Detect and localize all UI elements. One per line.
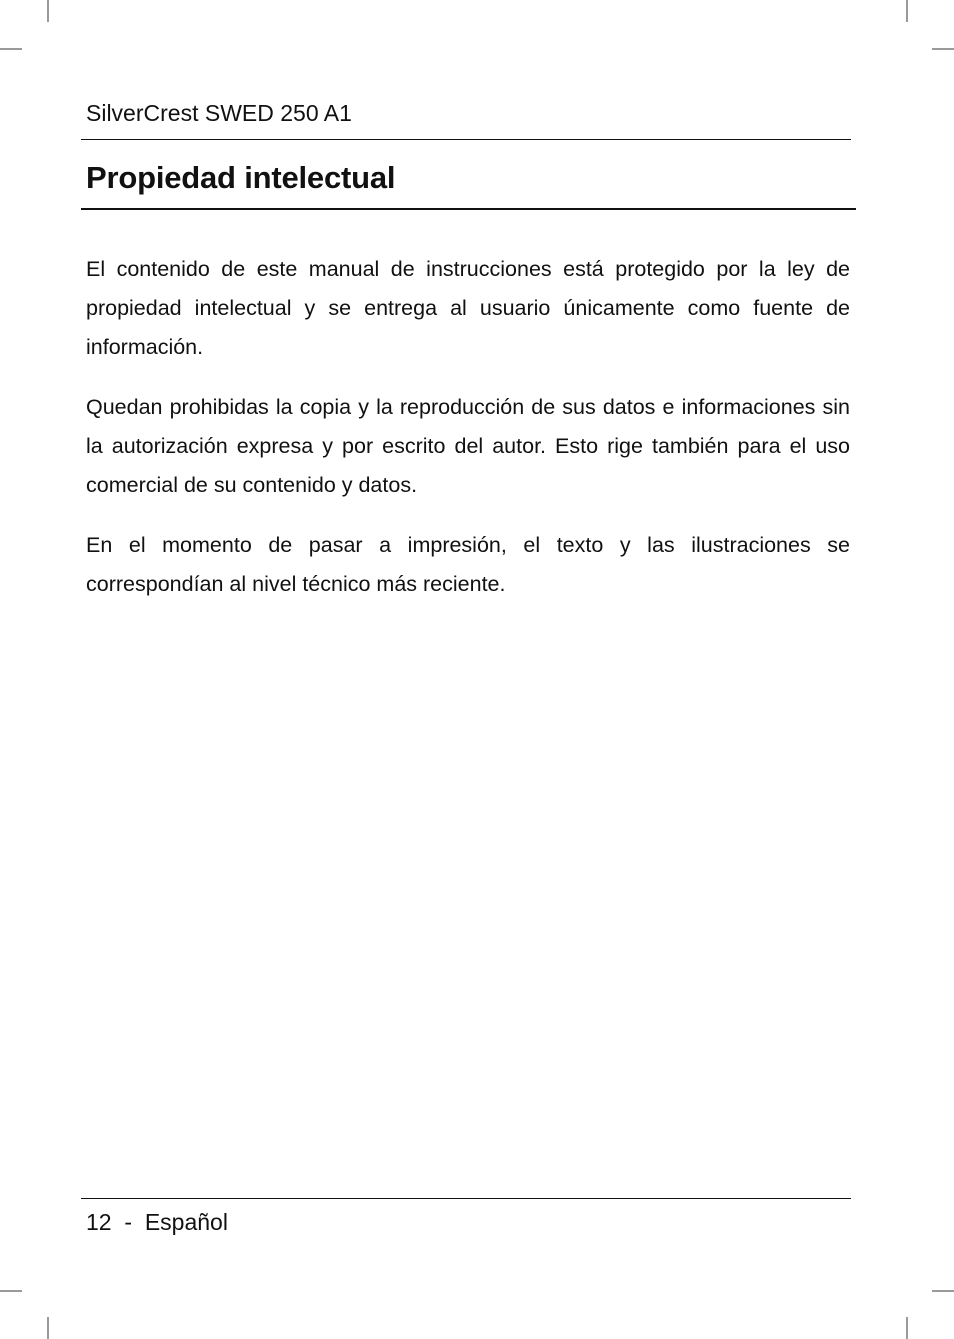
page-number: 12 — [86, 1209, 112, 1235]
paragraph-technical-state: En el momento de pasar a impresión, el texto y las ilustraciones se correspondían al nivel técnico más reciente. — [86, 533, 850, 596]
crop-mark-top-left — [47, 0, 49, 22]
title-rule — [81, 208, 856, 210]
crop-mark-top-right — [932, 48, 954, 50]
crop-mark-bottom-left — [0, 1290, 22, 1292]
body-text — [86, 250, 850, 625]
page-footer — [86, 1207, 228, 1237]
header-rule — [81, 139, 851, 140]
footer-rule — [81, 1198, 851, 1199]
crop-mark-top-right — [906, 0, 908, 22]
crop-mark-bottom-right — [932, 1290, 954, 1292]
crop-mark-bottom-left — [47, 1317, 49, 1339]
crop-mark-bottom-right — [906, 1317, 908, 1339]
paragraph-copyright: El contenido de este manual de instrucciones está protegido por la ley de propiedad intelectual y se entrega al usuario únicamente como fuente de información. — [86, 257, 850, 359]
footer-language: Español — [144, 1209, 228, 1235]
running-header: SilverCrest SWED 250 A1 — [86, 100, 352, 126]
crop-mark-top-left — [0, 48, 22, 50]
paragraph-prohibition: Quedan prohibidas la copia y la reproducción de sus datos e informaciones sin la autorización expresa y por escrito del autor. Esto rige también para el uso comercial de su contenido y datos. — [86, 395, 850, 497]
section-title: Propiedad intelectual — [86, 160, 396, 195]
footer-separator: - — [124, 1209, 133, 1235]
